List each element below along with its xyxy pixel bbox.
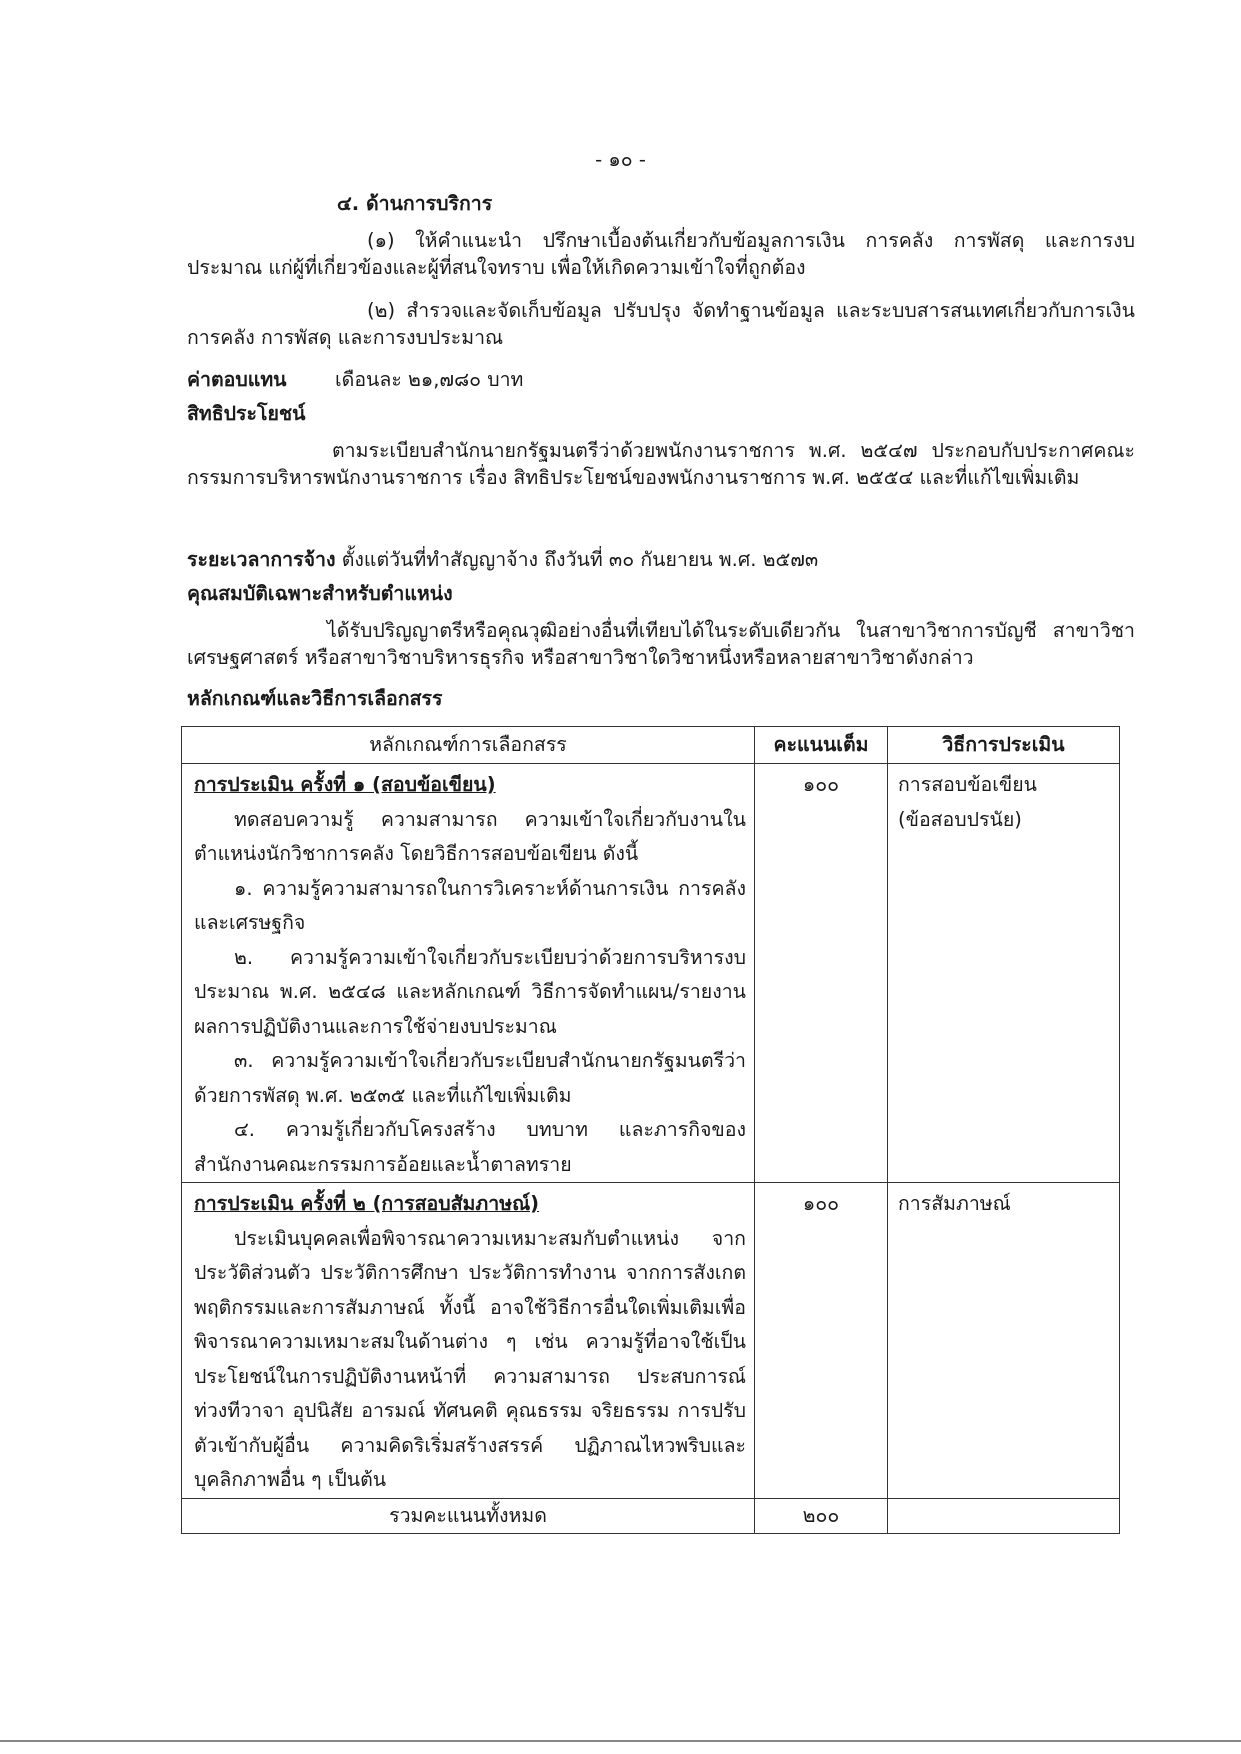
service-item-1: (๑) ให้คำแนะนำ ปรึกษาเบื้องต้นเกี่ยวกับข้อมูลการเงิน การคลัง การพัสดุ และการงบประมาณ แก่ผู้ที่เกี่ยวข้องและผู้ที่สนใจทราบ เพื่อให้เกิดความเข้าใจที่ถูกต้อง <box>187 229 1135 280</box>
header-full-score: คะแนนเต็ม <box>755 727 888 764</box>
selection-heading: หลักเกณฑ์และวิธีการเลือกสรร <box>187 687 443 710</box>
phase-1-item-3: ๓. ความรู้ความเข้าใจเกี่ยวกับระเบียบสำนักนายกรัฐมนตรีว่าด้วยการพัสดุ พ.ศ. ๒๕๓๕ และที่แก้ไขเพิ่มเติม <box>194 1049 746 1107</box>
employment-period-label: ระยะเวลาการจ้าง <box>187 548 336 571</box>
total-score: ๒๐๐ <box>755 1498 888 1534</box>
benefits-label: สิทธิประโยชน์ <box>187 402 306 425</box>
compensation-label: ค่าตอบแทน <box>187 368 287 391</box>
table-row <box>182 764 1120 1183</box>
table-header-row <box>182 727 1120 764</box>
selection-criteria-table <box>181 726 1120 1534</box>
phase-1-item-1: ๑. ความรู้ความสามารถในการวิเคราะห์ด้านการเงิน การคลัง และเศรษฐกิจ <box>194 876 746 934</box>
table-total-row <box>182 1498 1120 1534</box>
total-method-empty <box>888 1498 1120 1534</box>
phase-1-method <box>888 764 1120 1183</box>
phase-1-method-line-1: การสอบข้อเขียน <box>898 773 1038 796</box>
phase-2-method-line-1: การสัมภาษณ์ <box>898 1192 1011 1215</box>
phase-1-method-line-2: (ข้อสอบปรนัย) <box>898 807 1022 831</box>
phase-2-method <box>888 1183 1120 1499</box>
phase-1-score: ๑๐๐ <box>755 764 888 1183</box>
page-bottom-rule <box>0 1740 1241 1742</box>
page-number: - ๑๐ - <box>595 148 646 171</box>
phase-2-title: การประเมิน ครั้งที่ ๒ (การสอบสัมภาษณ์) <box>194 1192 540 1215</box>
criteria-cell <box>182 764 755 1183</box>
phase-1-item-2: ๒. ความรู้ความเข้าใจเกี่ยวกับระเบียบว่าด้วยการบริหารงบประมาณ พ.ศ. ๒๕๔๘ และหลักเกณฑ์ วิธีการจัดทำแผน/รายงานผลการปฏิบัติงานและการใช้จ่ายงบประมาณ <box>194 945 746 1038</box>
service-item-2: (๒) สำรวจและจัดเก็บข้อมูล ปรับปรุง จัดทำฐานข้อมูล และระบบสารสนเทศเกี่ยวกับการเงิน การคลัง การพัสดุ และการงบประมาณ <box>187 299 1135 350</box>
phase-2-score: ๑๐๐ <box>755 1183 888 1499</box>
table-row <box>182 1183 1120 1499</box>
phase-1-title: การประเมิน ครั้งที่ ๑ (สอบข้อเขียน) <box>194 773 496 796</box>
qualifications-text: ได้รับปริญญาตรีหรือคุณวุฒิอย่างอื่นที่เทียบได้ในระดับเดียวกัน ในสาขาวิชาการบัญชี สาขาวิชาเศรษฐศาสตร์ หรือสาขาวิชาบริหารธุรกิจ หรือสาขาวิชาใดวิชาหนึ่งหรือหลายสาขาวิชาดังกล่าว <box>187 619 1135 670</box>
header-method: วิธีการประเมิน <box>888 727 1120 764</box>
header-criteria: หลักเกณฑ์การเลือกสรร <box>182 727 755 764</box>
criteria-cell <box>182 1183 755 1499</box>
benefits-text: ตามระเบียบสำนักนายกรัฐมนตรีว่าด้วยพนักงานราชการ พ.ศ. ๒๕๔๗ ประกอบกับประกาศคณะกรรมการบริหารพนักงานราชการ เรื่อง สิทธิประโยชน์ของพนักงานราชการ พ.ศ. ๒๕๕๔ และที่แก้ไขเพิ่มเติม <box>187 439 1135 490</box>
phase-1-intro: ทดสอบความรู้ ความสามารถ ความเข้าใจเกี่ยวกับงานในตำแหน่งนักวิชาการคลัง โดยวิธีการสอบข้อเขียน ดังนี้ <box>194 807 746 865</box>
phase-1-item-4: ๔. ความรู้เกี่ยวกับโครงสร้าง บทบาท และภารกิจของสำนักงานคณะกรรมการอ้อยและน้ำตาลทราย <box>194 1118 746 1176</box>
total-label: รวมคะแนนทั้งหมด <box>182 1498 755 1534</box>
section-heading: ๔. ด้านการบริการ <box>337 192 493 215</box>
employment-period-value: ตั้งแต่วันที่ทำสัญญาจ้าง ถึงวันที่ ๓๐ กันยายน พ.ศ. ๒๕๗๓ <box>341 548 819 571</box>
employment-period <box>187 546 818 573</box>
qualifications-label: คุณสมบัติเฉพาะสำหรับตำแหน่ง <box>187 582 453 605</box>
compensation-value: เดือนละ ๒๑,๗๘๐ บาท <box>335 368 524 391</box>
phase-2-intro: ประเมินบุคคลเพื่อพิจารณาความเหมาะสมกับตำแหน่ง จากประวัติส่วนตัว ประวัติการศึกษา ประวัติการทำงาน จากการสังเกตพฤติกรรมและการสัมภาษณ์ ทั้งนี้ อาจใช้วิธีการอื่นใดเพิ่มเติมเพื่อพิจารณาความเหมาะสมในด้านต่าง ๆ เช่น ความรู้ที่อาจใช้เป็นประโยชน์ในการปฏิบัติงานหน้าที่ ความสามารถ ประสบการณ์ ท่วงทีวาจา อุปนิสัย อารมณ์ ทัศนคติ คุณธรรม จริยธรรม การปรับตัวเข้ากับผู้อื่น ความคิดริเริ่มสร้างสรรค์ ปฏิภาณไหวพริบและบุคลิกภาพอื่น ๆ เป็นต้น <box>194 1226 746 1491</box>
